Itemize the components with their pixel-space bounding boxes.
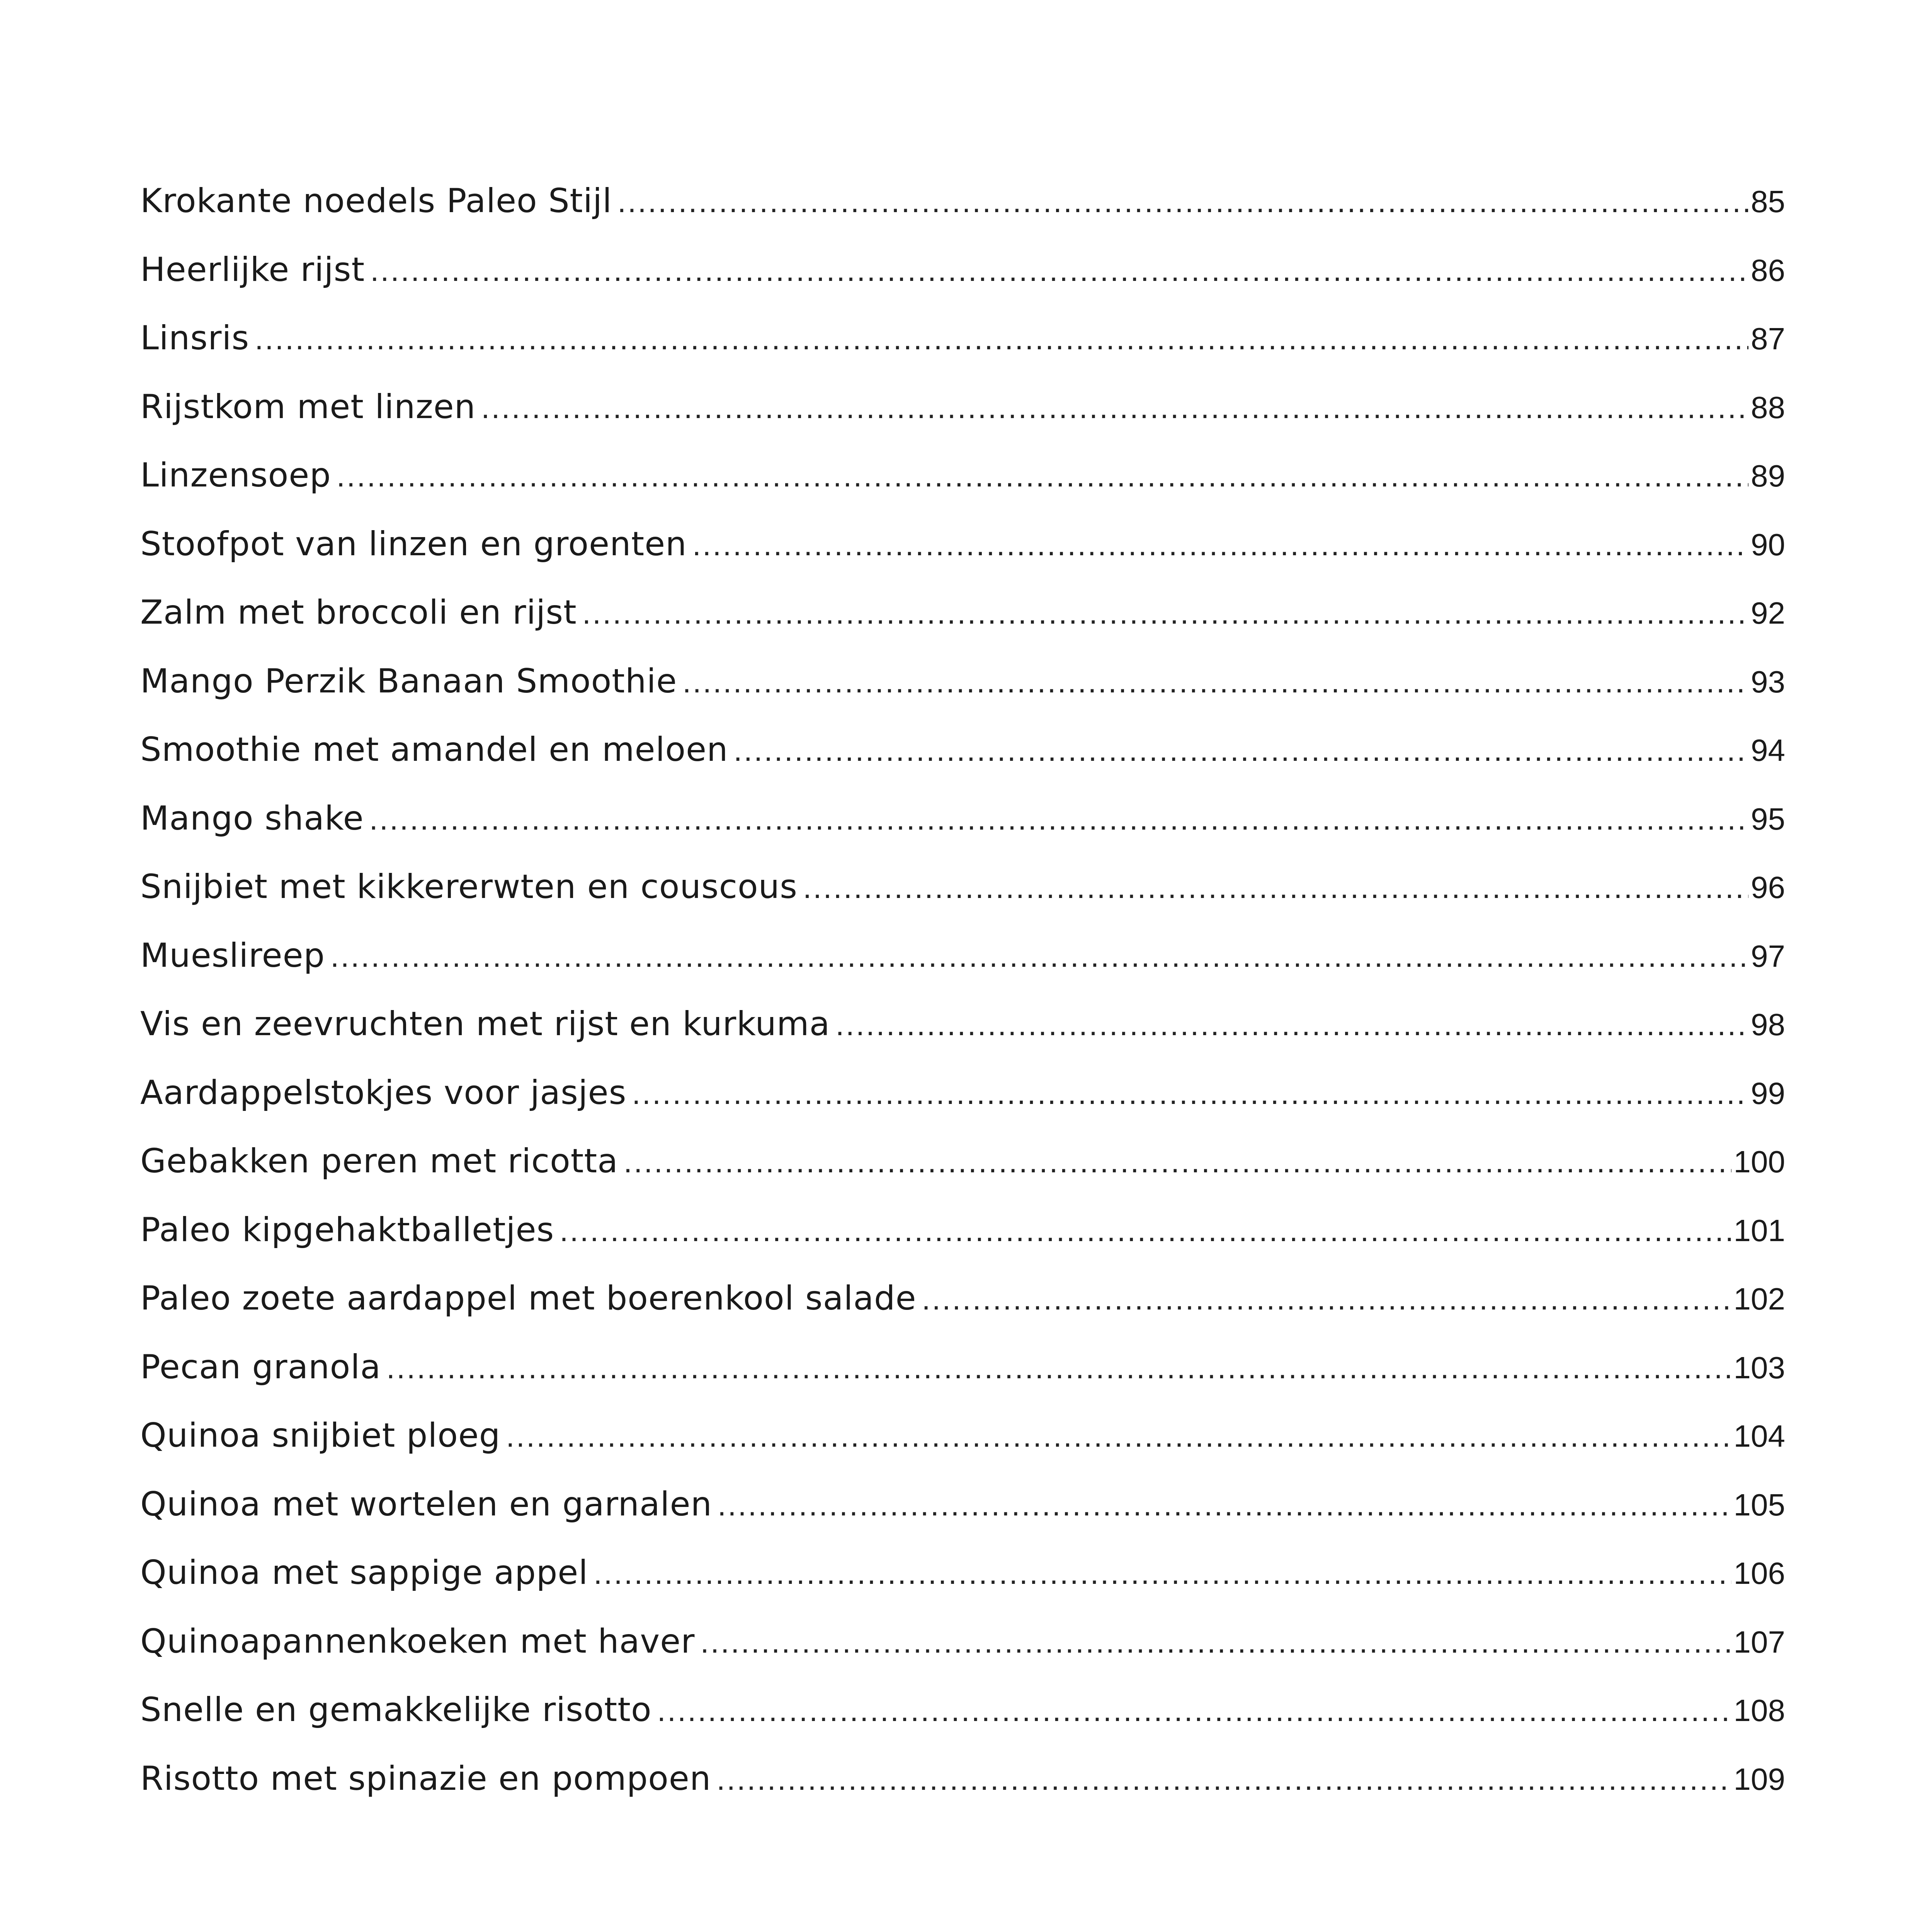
toc-entry-title: Snelle en gemakkelijke risotto: [140, 1690, 652, 1729]
toc-entry-title: Heerlijke rijst: [140, 250, 365, 289]
toc-dot-leader: [657, 1693, 1731, 1728]
toc-entry[interactable]: [140, 867, 1785, 936]
toc-entry[interactable]: [140, 1005, 1785, 1073]
toc-entry-title: Rijstkom met linzen: [140, 387, 476, 426]
toc-entry-title: Mango Perzik Banaan Smoothie: [140, 662, 677, 701]
toc-entry-title: Linzensoep: [140, 456, 331, 495]
toc-entry-page-number: 92: [1751, 596, 1785, 630]
toc-entry-page-number: 107: [1733, 1624, 1785, 1659]
toc-dot-leader: [701, 1624, 1731, 1660]
toc-entry-title: Aardappelstokjes voor jasjes: [140, 1073, 627, 1112]
toc-entry[interactable]: [140, 1553, 1785, 1622]
toc-entry[interactable]: [140, 388, 1785, 456]
toc-dot-leader: [617, 184, 1748, 219]
toc-entry-page-number: 87: [1751, 321, 1785, 356]
toc-dot-leader: [718, 1487, 1731, 1523]
toc-entry-title: Snijbiet met kikkererwten en couscous: [140, 867, 798, 906]
toc-entry-page-number: 101: [1733, 1213, 1785, 1248]
toc-entry[interactable]: [140, 1690, 1785, 1759]
toc-entry-title: Gebakken peren met ricotta: [140, 1142, 618, 1180]
toc-entry-title: Vis en zeevruchten met rijst en kurkuma: [140, 1005, 830, 1043]
toc-entry-page-number: 95: [1751, 801, 1785, 836]
toc-entry-title: Zalm met broccoli en rijst: [140, 593, 577, 632]
toc-entry-page-number: 94: [1751, 733, 1785, 767]
toc-entry[interactable]: [140, 593, 1785, 662]
toc-dot-leader: [255, 321, 1748, 357]
toc-entry-page-number: 109: [1733, 1762, 1785, 1796]
toc-entry-title: Risotto met spinazie en pompoen: [140, 1759, 711, 1798]
toc-dot-leader: [330, 939, 1748, 974]
toc-dot-leader: [922, 1281, 1731, 1317]
toc-dot-leader: [803, 870, 1748, 905]
toc-entry-page-number: 90: [1751, 527, 1785, 562]
toc-dot-leader: [624, 1144, 1731, 1180]
toc-dot-leader: [582, 595, 1748, 631]
toc-entry[interactable]: [140, 525, 1785, 594]
toc-dot-leader: [337, 458, 1748, 494]
toc-entry-page-number: 102: [1733, 1282, 1785, 1316]
toc-dot-leader: [835, 1007, 1748, 1043]
toc-entry[interactable]: [140, 182, 1785, 250]
toc-dot-leader: [594, 1556, 1731, 1591]
toc-entry-page-number: 99: [1751, 1076, 1785, 1111]
toc-entry[interactable]: [140, 1073, 1785, 1142]
toc-entry-page-number: 96: [1751, 870, 1785, 905]
toc-entry-title: Pecan granola: [140, 1347, 381, 1386]
toc-entry[interactable]: [140, 1142, 1785, 1211]
toc-entry-title: Mango shake: [140, 799, 364, 838]
toc-entry-title: Krokante noedels Paleo Stijl: [140, 182, 612, 220]
toc-entry[interactable]: [140, 1279, 1785, 1348]
toc-entry-title: Quinoa met sappige appel: [140, 1553, 588, 1592]
toc-entry-page-number: 98: [1751, 1007, 1785, 1042]
toc-entry-title: Quinoapannenkoeken met haver: [140, 1622, 695, 1661]
toc-entry-title: Smoothie met amandel en meloen: [140, 730, 728, 769]
toc-entry[interactable]: [140, 1759, 1785, 1828]
toc-entry-page-number: 106: [1733, 1556, 1785, 1590]
toc-entry[interactable]: [140, 662, 1785, 731]
toc-entry-page-number: 103: [1733, 1350, 1785, 1385]
toc-entry[interactable]: [140, 799, 1785, 868]
toc-dot-leader: [370, 253, 1748, 288]
toc-entry-page-number: 86: [1751, 253, 1785, 287]
toc-entry[interactable]: [140, 1211, 1785, 1279]
toc-entry-title: Linsris: [140, 319, 250, 357]
toc-entry-title: Paleo kipgehaktballetjes: [140, 1210, 554, 1249]
toc-entry-page-number: 104: [1733, 1419, 1785, 1453]
table-of-contents: [140, 182, 1785, 1828]
toc-entry-page-number: 89: [1751, 459, 1785, 493]
toc-entry-title: Paleo zoete aardappel met boerenkool salade: [140, 1279, 917, 1318]
toc-entry-page-number: 108: [1733, 1693, 1785, 1728]
toc-entry[interactable]: [140, 1416, 1785, 1485]
toc-entry-page-number: 105: [1733, 1487, 1785, 1522]
toc-entry-title: Quinoa met wortelen en garnalen: [140, 1485, 712, 1524]
toc-entry[interactable]: [140, 1348, 1785, 1417]
toc-dot-leader: [733, 733, 1748, 768]
toc-entry[interactable]: [140, 319, 1785, 388]
toc-dot-leader: [506, 1418, 1731, 1454]
toc-entry-title: Quinoa snijbiet ploeg: [140, 1416, 501, 1455]
toc-dot-leader: [716, 1762, 1731, 1797]
toc-entry-title: Mueslireep: [140, 936, 325, 975]
toc-entry[interactable]: [140, 1485, 1785, 1554]
toc-entry-page-number: 100: [1733, 1145, 1785, 1179]
toc-dot-leader: [386, 1350, 1731, 1386]
toc-entry[interactable]: [140, 1622, 1785, 1691]
toc-dot-leader: [632, 1076, 1748, 1111]
toc-entry-title: Stoofpot van linzen en groenten: [140, 524, 687, 563]
toc-dot-leader: [682, 664, 1748, 700]
toc-entry[interactable]: [140, 730, 1785, 799]
toc-entry[interactable]: [140, 456, 1785, 525]
toc-entry-page-number: 88: [1751, 390, 1785, 425]
toc-dot-leader: [692, 527, 1748, 563]
toc-dot-leader: [369, 801, 1748, 837]
toc-entry[interactable]: [140, 936, 1785, 1005]
toc-entry[interactable]: [140, 250, 1785, 319]
toc-entry-page-number: 85: [1751, 184, 1785, 219]
toc-entry-page-number: 97: [1751, 939, 1785, 973]
toc-entry-page-number: 93: [1751, 664, 1785, 699]
toc-dot-leader: [560, 1213, 1731, 1248]
toc-dot-leader: [481, 390, 1748, 425]
